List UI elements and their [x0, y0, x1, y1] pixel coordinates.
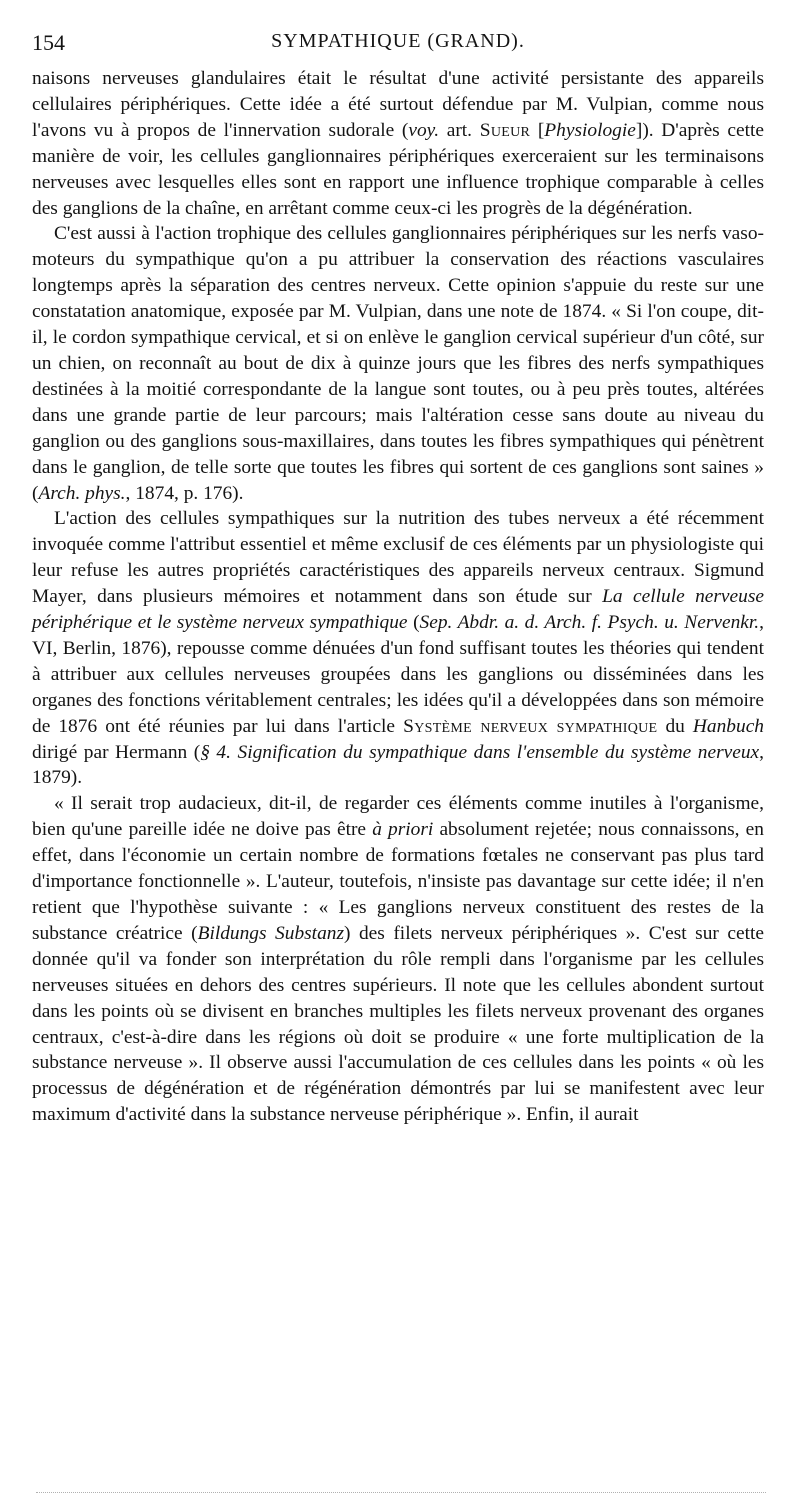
italic-text: à priori [372, 819, 434, 841]
italic-text: Bildungs Substanz [197, 922, 345, 944]
citation-journal: Sep. Abdr. a. d. Arch. f. Psych. u. Nervenkr. [419, 612, 760, 634]
citation-journal: Arch. phys. [38, 482, 126, 504]
cross-reference: Sueur [479, 119, 531, 141]
bottom-rule [36, 1492, 766, 1493]
running-title: SYMPATHIQUE (GRAND). [271, 30, 525, 52]
cross-reference: Système nerveux sympathique [403, 715, 658, 737]
italic-text: Physiologie [544, 119, 636, 141]
italic-text: Hanbuch [692, 715, 764, 737]
paragraph-2: C'est aussi à l'action trophique des cellules ganglionnaires périphériques sur les nerfs vaso-moteurs du sympathique qu'on a pu attribuer la conservation des réactions vasculaires longtemps après la séparation des centres nerveux. Cette opinion s'appuie du reste sur une constatation anatomique, exposée par M. Vulpian, dans une note de 1874. « Si l'on coupe, dit-il, le cordon sympathique cervical, et si on enlève le ganglion cervical supérieur d'un côté, sur un chien, on reconnaît au bout de dix à quinze jours que les fibres des nerfs sympathiques destinées à la moitié correspondante de la langue sont toutes, ou à peu près toutes, altérées dans une grande partie de leur parcours; mais l'altération cesse sans doute au niveau du ganglion ou des ganglions sous-maxillaires, dans toutes les fibres sympathiques qui pénètrent dans le ganglion, de telle sorte que toutes les fibres qui sortent de ces ganglions sont saines » (Arch. phys., 1874, p. 176). [32, 223, 764, 504]
paragraph-1: naisons nerveuses glandulaires était le résultat d'une activité persistante des appareils cellulaires périphériques. Cette idée a été surtout défendue par M. Vulpian, comme nous l'avons vu à propos de l'innervation sudorale (voy. art. Sueur [Physiologie]). D'après cette manière de voir, les cellules ganglionnaires périphériques exerceraient sur les terminaisons nerveuses avec lesquelles elles sont en rapport une influence trophique comparable à celles des ganglions de la chaîne, en arrêtant comme ceux-ci les progrès de la dégénération. [32, 68, 764, 219]
page-number: 154 [32, 30, 65, 55]
section-title: § 4. Signification du sympathique dans l'ensemble du système nerveux [200, 741, 760, 763]
paragraph-4: « Il serait trop audacieux, dit-il, de regarder ces éléments comme inutiles à l'organisme, bien qu'une pareille idée ne doive pas être à priori absolument rejetée; nous connaissons, en effet, dans l'économie un certain nombre de formations fœtales ne conservant pas plus tard d'importance fonctionnelle ». L'auteur, toutefois, n'insiste pas davantage sur cette idée; il n'en retient que l'hypothèse suivante : « Les ganglions nerveux constituent des restes de la substance créatrice (Bildungs Substanz) des filets nerveux périphériques ». C'est sur cette donnée qu'il va fonder son interprétation du rôle rempli dans l'organisme par les cellules nerveuses situées en dehors des centres supérieurs. Il note que les cellules abondent surtout dans les points où se divisent en branches multiples les filets nerveux provenant des organes centraux, c'est-à-dire dans les régions où doit se produire « une forte multiplication de la substance nerveuse ». Il observe aussi l'accumulation de ces cellules dans les points « où les processus de dégénération et de régénération démontrés par lui se manifestent avec leur maximum d'activité dans la substance nerveuse périphérique ». Enfin, il aurait [32, 793, 764, 1126]
work-title: La cellule nerveuse périphérique et le système nerveux sympathique [32, 586, 764, 634]
page-header [32, 30, 764, 66]
page [32, 30, 764, 1128]
paragraph-3: L'action des cellules sympathiques sur la nutrition des tubes nerveux a été récemment invoquée comme l'attribut essentiel et même exclusif de ces éléments par un physiologiste qui leur refuse les autres propriétés caractéristiques des appareils nerveux centraux. Sigmund Mayer, dans plusieurs mémoires et notamment dans son étude sur La cellule nerveuse périphérique et le système nerveux sympathique (Sep. Abdr. a. d. Arch. f. Psych. u. Nervenkr., VI, Berlin, 1876), repousse comme dénuées d'un fond suffisant toutes les théories qui tendent à attribuer aux cellules nerveuses groupées dans les ganglions ou disséminées dans les organes des fonctions véritablement centrales; les idées qu'il a développées dans son mémoire de 1876 ont été réunies par lui dans l'article Système nerveux sympathique du Hanbuch dirigé par Hermann (§ 4. Signification du sympathique dans l'ensemble du système nerveux, 1879). [32, 508, 764, 789]
italic-text: voy. [408, 119, 440, 141]
